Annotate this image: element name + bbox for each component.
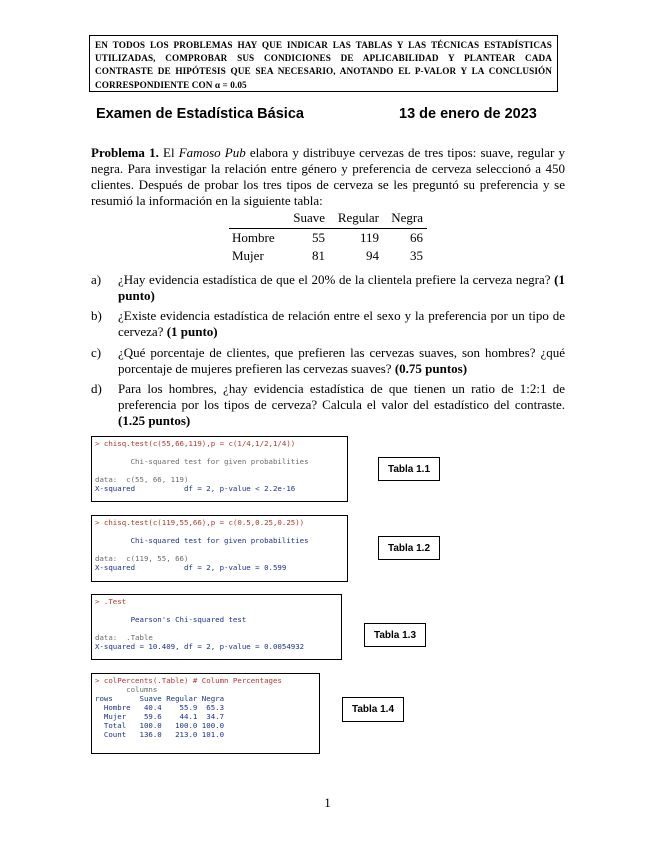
question-points: (0.75 puntos) xyxy=(394,361,468,376)
table-cell: 66 xyxy=(410,230,423,245)
r-statistic-line: X-squared df = 2, p-value < 2.2e-16 xyxy=(95,484,296,493)
column-header: Negra xyxy=(383,209,427,229)
page-number: 1 xyxy=(324,795,331,810)
question-label: c) xyxy=(91,345,102,360)
row-label: Hombre xyxy=(232,230,275,245)
question-b xyxy=(91,308,565,340)
tabla-label-2: Tabla 1.2 xyxy=(378,536,440,560)
column-header: Suave xyxy=(289,209,329,229)
table-cell: 119 xyxy=(359,230,379,245)
table-corner xyxy=(229,209,289,229)
r-output-4 xyxy=(91,673,320,754)
r-output-2 xyxy=(91,515,348,582)
r-test-title: Chi-squared test for given probabilities xyxy=(95,457,309,466)
instructions-line: CORRESPONDIENTE CON α = 0.05 xyxy=(95,79,247,90)
column-header: Regular xyxy=(329,209,383,229)
problem-text: elabora y distribuye cervezas de tres tipos: suave, regular y negra. Para investigar la relación entre género y preferencia de cerveza seleccionó a 450 clientes. Después de probar los tres tipos de cerveza se les preguntó su preferencia y se resumió la información en la siguiente tabla: xyxy=(91,145,565,208)
tabla-label-3: Tabla 1.3 xyxy=(364,623,426,647)
table-cell: 81 xyxy=(312,248,325,263)
r-output-line: Total 100.0 100.0 100.0 xyxy=(95,721,225,730)
r-output-line: Mujer 59.6 44.1 34.7 xyxy=(95,712,225,721)
tabla-label-4: Tabla 1.4 xyxy=(342,697,404,722)
question-label: d) xyxy=(91,381,102,396)
r-command: > chisq.test(c(55,66,119),p = c(1/4,1/2,1/4)) xyxy=(95,439,296,448)
exam-title: Examen de Estadística Básica xyxy=(96,106,304,122)
r-output-line: Hombre 40.4 55.9 65.3 xyxy=(95,703,225,712)
r-test-title: Pearson's Chi-squared test xyxy=(95,615,247,624)
r-statistic-line: X-squared = 10.409, df = 2, p-value = 0.0054932 xyxy=(95,642,305,651)
problem-text: El xyxy=(158,145,179,160)
problem-statement xyxy=(91,145,565,209)
r-data-line: data: .Table xyxy=(95,633,153,642)
question-points: (1.25 puntos) xyxy=(118,413,191,428)
question-text: ¿Hay evidencia estadística de que el 20% de la clientela prefiere la cerveza negra? xyxy=(118,272,555,287)
r-output-1 xyxy=(91,436,348,502)
r-output-line: columns xyxy=(95,685,158,694)
r-data-line: data: c(119, 55, 66) xyxy=(95,554,189,563)
question-points: (1 punto) xyxy=(118,272,565,303)
pub-name: Famoso Pub xyxy=(178,145,246,160)
question-text: Para los hombres, ¿hay evidencia estadística de que tienen un ratio de 1:2:1 de preferencia por los tipos de cerveza? Calcula el valor del estadístico del contraste. xyxy=(118,381,565,412)
r-data-line: data: c(55, 66, 119) xyxy=(95,475,189,484)
r-statistic-line: X-squared df = 2, p-value = 0.599 xyxy=(95,563,287,572)
r-command: > .Test xyxy=(95,597,127,606)
instructions-line: EN TODOS LOS PROBLEMAS HAY QUE INDICAR LAS TABLAS Y LAS TÉCNICAS ESTADÍSTICAS xyxy=(95,40,552,50)
problem-label: Problema 1. xyxy=(91,145,159,160)
r-output-line: Count 136.0 213.0 101.0 xyxy=(95,730,225,739)
instructions-line: UTILIZADAS, COMPROBAR SUS CONDICIONES DE APLICABILIDAD Y PLANTEAR CADA xyxy=(95,53,552,64)
row-label: Mujer xyxy=(232,248,264,263)
question-points: (1 punto) xyxy=(166,324,218,339)
r-test-title: Chi-squared test for given probabilities xyxy=(95,536,309,545)
question-text: ¿Existe evidencia estadística de relación entre el sexo y la preferencia por un tipo de cerveza? xyxy=(118,308,565,339)
table-cell: 94 xyxy=(366,248,379,263)
table-cell: 35 xyxy=(410,248,423,263)
instructions-line: CONTRASTE DE HIPÓTESIS QUE SEA NECESARIO, ANOTANDO EL P-VALOR Y LA CONCLUSIÓN xyxy=(95,66,552,77)
question-label: b) xyxy=(91,308,102,323)
r-output-3 xyxy=(91,594,342,660)
instructions-box xyxy=(89,35,558,92)
table-cell: 55 xyxy=(312,230,325,245)
r-command: > chisq.test(c(119,55,66),p = c(0.5,0.25,0.25)) xyxy=(95,518,305,527)
question-a xyxy=(91,272,565,304)
question-text: ¿Qué porcentaje de clientes, que prefieren las cervezas suaves, son hombres? ¿qué porcentaje de mujeres prefieren las cervezas suaves? xyxy=(118,345,565,376)
r-output-line: rows Suave Regular Negra xyxy=(95,694,225,703)
exam-date: 13 de enero de 2023 xyxy=(399,106,537,122)
table-row xyxy=(229,247,427,265)
question-c xyxy=(91,345,565,377)
table-row xyxy=(229,229,427,248)
contingency-table xyxy=(229,209,427,265)
question-label: a) xyxy=(91,272,102,287)
question-d xyxy=(91,381,565,429)
r-command: > colPercents(.Table) # Column Percentages xyxy=(95,676,282,685)
tabla-label-1: Tabla 1.1 xyxy=(378,457,440,481)
